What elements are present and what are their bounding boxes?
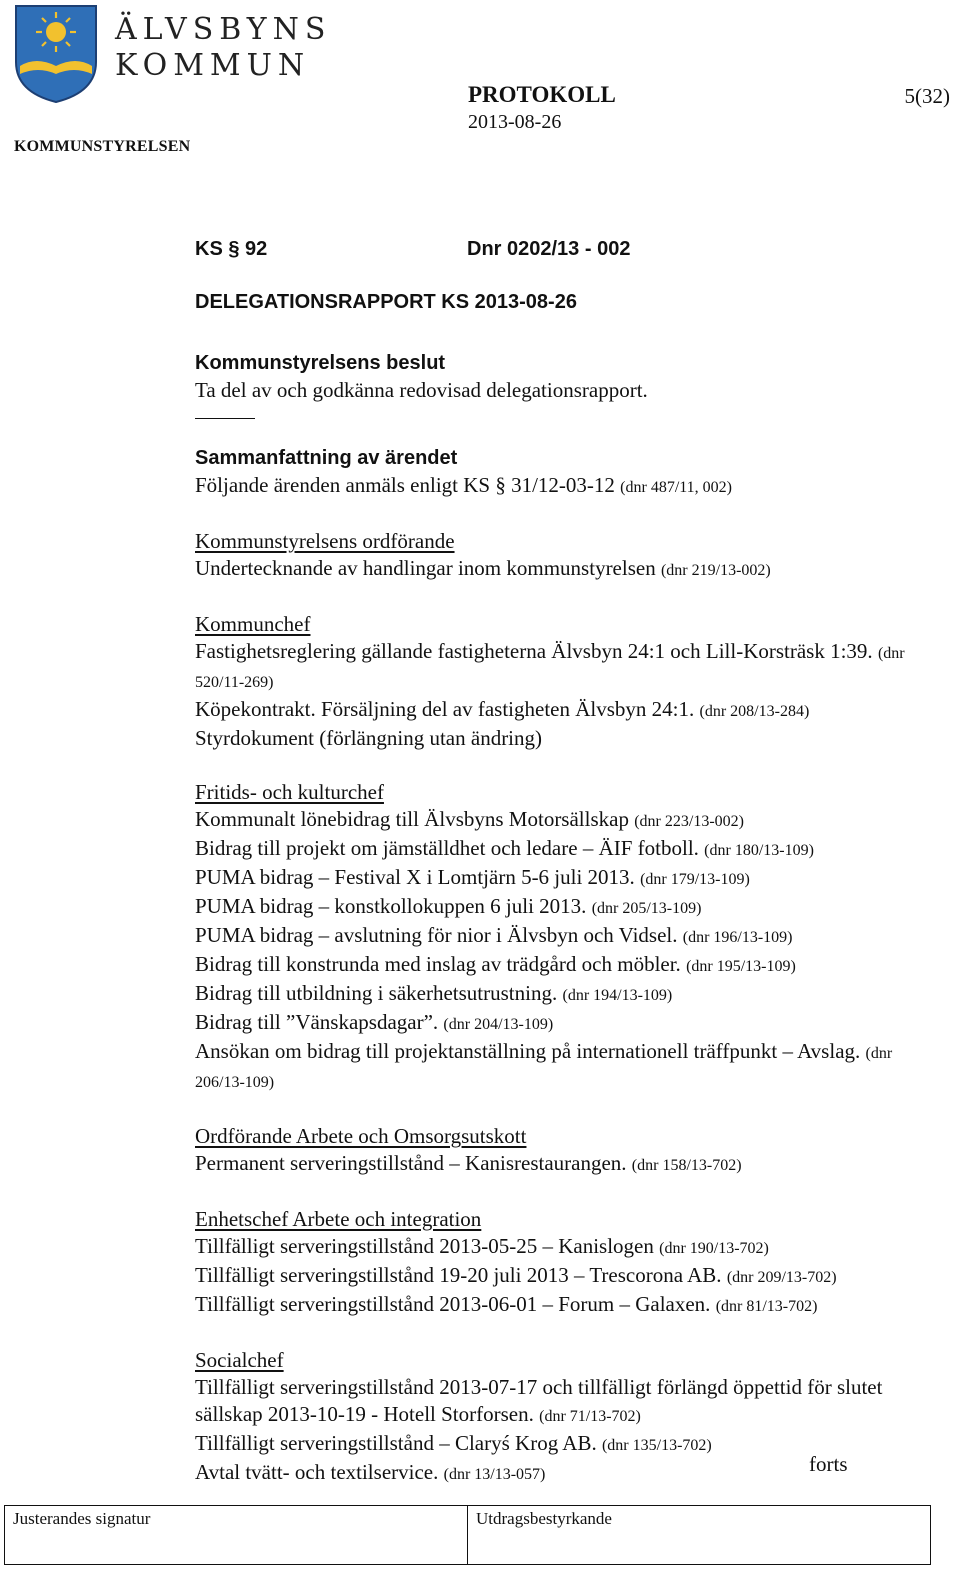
list-item <box>195 725 925 752</box>
item-text: Tillfälligt serveringstillstånd 2013-05-25 – Kanislogen <box>195 1234 654 1258</box>
item-text: Ansökan om bidrag till projektanställning på internationell träffpunkt – Avslag. <box>195 1039 861 1063</box>
case-dnr: Dnr 0202/13 - 002 <box>467 238 631 260</box>
list-item <box>195 922 925 951</box>
list-item <box>195 951 925 980</box>
list-item <box>195 1038 925 1096</box>
item-text: Tillfälligt serveringstillstånd 2013-06-01 – Forum – Galaxen. <box>195 1292 711 1316</box>
department-name: KOMMUNSTYRELSEN <box>14 138 191 155</box>
section-title: Kommunchef <box>195 612 311 636</box>
continued-note: forts <box>809 1452 848 1476</box>
decision-heading: Kommunstyrelsens beslut <box>195 352 446 374</box>
list-item <box>195 1150 925 1179</box>
item-dnr: (dnr 208/13-284) <box>699 703 810 720</box>
item-dnr: (dnr 205/13-109) <box>591 900 702 917</box>
section-title: Enhetschef Arbete och integration <box>195 1207 482 1231</box>
section-title: Ordförande Arbete och Omsorgsutskott <box>195 1124 527 1148</box>
summary-intro-dnr: (dnr 487/11, 002) <box>620 479 733 496</box>
item-text: Bidrag till utbildning i säkerhetsutrustning. <box>195 981 558 1005</box>
list-item <box>195 980 925 1009</box>
item-dnr: (dnr 180/13-109) <box>704 842 814 859</box>
document-date: 2013-08-26 <box>468 111 562 133</box>
signature-cell: Justerandes signatur <box>13 1509 151 1528</box>
decision-text: Ta del av och godkänna redovisad delegationsrapport. <box>195 378 648 402</box>
list-item <box>195 1374 925 1430</box>
item-dnr: (dnr 195/13-109) <box>686 958 796 975</box>
item-text: Tillfälligt serveringstillstånd – Claryś Krog AB. <box>195 1431 597 1455</box>
list-item <box>195 638 925 696</box>
item-dnr: (dnr 204/13-109) <box>443 1016 554 1033</box>
document-type: PROTOKOLL <box>468 82 616 107</box>
summary-intro-text: Följande ärenden anmäls enligt KS § 31/12-03-12 <box>195 473 615 497</box>
item-text: Fastighetsreglering gällande fastigheterna Älvsbyn 24:1 och Lill-Korsträsk 1:39. <box>195 639 873 663</box>
item-dnr: (dnr 209/13-702) <box>726 1269 837 1286</box>
item-dnr: (dnr 158/13-702) <box>631 1157 742 1174</box>
section-title: Socialchef <box>195 1348 284 1372</box>
item-dnr: (dnr 190/13-702) <box>659 1240 769 1257</box>
item-text: PUMA bidrag – avslutning för nior i Älvsbyn och Vidsel. <box>195 923 678 947</box>
item-text: Bidrag till ”Vänskapsdagar”. <box>195 1010 439 1034</box>
item-text: Permanent serveringstillstånd – Kanisrestaurangen. <box>195 1151 627 1175</box>
list-item <box>195 1233 925 1262</box>
case-title: DELEGATIONSRAPPORT KS 2013-08-26 <box>195 291 577 313</box>
item-text: Undertecknande av handlingar inom kommunstyrelsen <box>195 556 656 580</box>
list-item <box>195 835 925 864</box>
item-dnr: (dnr 81/13-702) <box>715 1298 818 1315</box>
organization-name <box>115 12 331 84</box>
list-item <box>195 555 925 584</box>
item-dnr: (dnr 206/13-109) <box>195 1045 893 1091</box>
list-item <box>195 1291 925 1320</box>
page-number: 5(32) <box>904 84 950 108</box>
item-text: Avtal tvätt- och textilservice. <box>195 1460 439 1484</box>
item-dnr: (dnr 179/13-109) <box>640 871 750 888</box>
list-item <box>195 1262 925 1291</box>
municipal-crest-icon <box>14 4 98 104</box>
section-title: Kommunstyrelsens ordförande <box>195 529 455 553</box>
summary-heading: Sammanfattning av ärendet <box>195 447 458 469</box>
item-text: PUMA bidrag – konstkollokuppen 6 juli 2013. <box>195 894 587 918</box>
list-item <box>195 1009 925 1038</box>
item-text: PUMA bidrag – Festival X i Lomtjärn 5-6 juli 2013. <box>195 865 635 889</box>
signature-box <box>4 1505 931 1565</box>
item-dnr: (dnr 520/11-269) <box>195 645 905 691</box>
item-dnr: (dnr 223/13-002) <box>634 813 744 830</box>
org-line-2: KOMMUN <box>115 48 311 83</box>
section-title: Fritids- och kulturchef <box>195 780 384 804</box>
item-text: Kommunalt lönebidrag till Älvsbyns Motorsällskap <box>195 807 629 831</box>
delegation-sections <box>195 528 925 1488</box>
item-text: Styrdokument (förlängning utan ändring) <box>195 726 543 750</box>
protocol-body <box>195 236 925 1488</box>
item-text: Bidrag till konstrunda med inslag av trädgård och möbler. <box>195 952 681 976</box>
item-dnr: (dnr 194/13-109) <box>562 987 673 1004</box>
list-item <box>195 864 925 893</box>
list-item <box>195 806 925 835</box>
item-dnr: (dnr 196/13-109) <box>682 929 793 946</box>
list-item <box>195 893 925 922</box>
item-dnr: (dnr 135/13-702) <box>601 1437 712 1454</box>
case-header <box>195 236 925 263</box>
item-text: Tillfälligt serveringstillstånd 19-20 juli 2013 – Trescorona AB. <box>195 1263 722 1287</box>
item-text: Bidrag till projekt om jämställdhet och ledare – ÄIF fotboll. <box>195 836 699 860</box>
summary-intro <box>195 472 925 501</box>
section-divider <box>195 418 255 419</box>
item-text: Köpekontrakt. Försäljning del av fastigheten Älvsbyn 24:1. <box>195 697 695 721</box>
item-text: Tillfälligt serveringstillstånd 2013-07-17 och tillfälligt förlängd öppettid för slutet sällskap 2013-10-19 - Hotell Storforsen. <box>195 1375 883 1426</box>
certified-cell: Utdragsbestyrkande <box>467 1506 930 1564</box>
case-paragraph: KS § 92 <box>195 238 268 260</box>
item-dnr: (dnr 13/13-057) <box>443 1466 546 1483</box>
org-line-1: ÄLVSBYNS <box>115 12 332 47</box>
item-dnr: (dnr 71/13-702) <box>539 1408 641 1425</box>
item-dnr: (dnr 219/13-002) <box>660 562 771 579</box>
list-item <box>195 696 925 725</box>
